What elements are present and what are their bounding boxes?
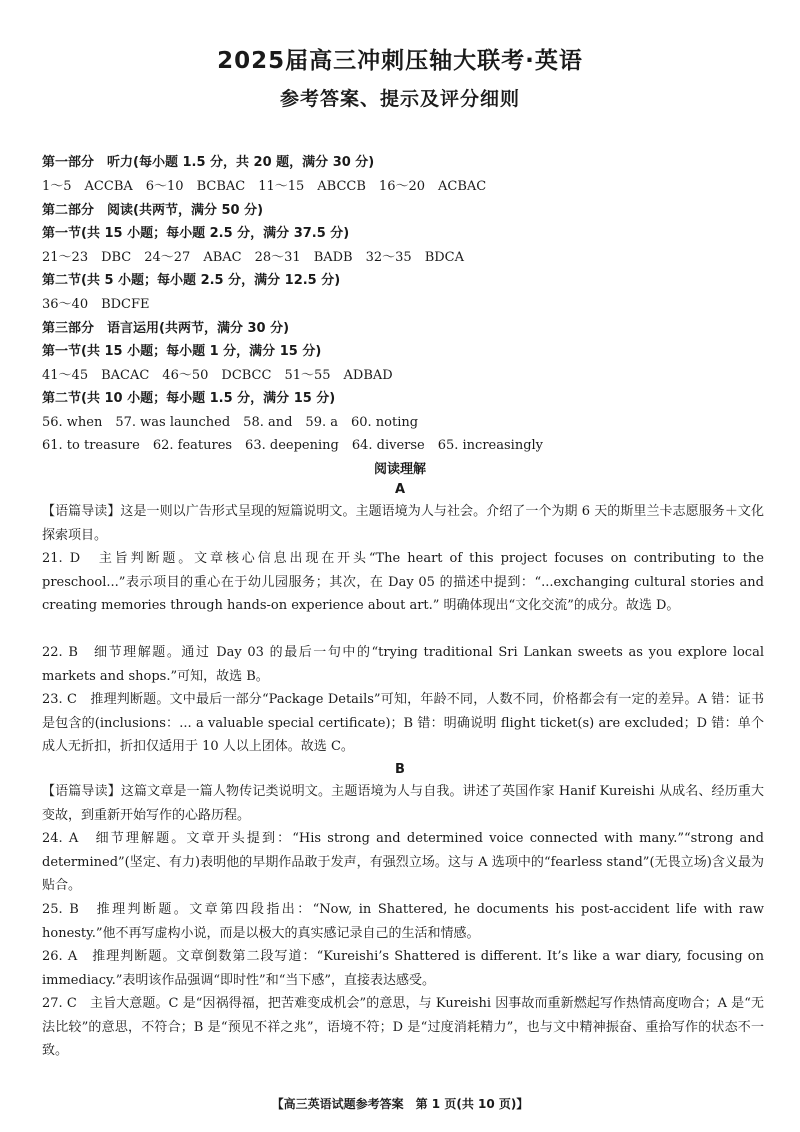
answer-explanation-23: 23. C 推理判断题。文中最后一部分“Package Details”可知，年龄不同，人数不同，价格都会有一定的差异。A 错：证书是包含的(inclusions：... a valuable special certificate)；B 错：明确说明 flight ticket(s) are excluded；D 错：单个成人无折扣，折扣仅适用于 10 人以上团体。故选 C。 (42, 692, 764, 754)
part3-section2-line2: 61. to treasure 62. features 63. deepening 64. diverse 65. increasingly (42, 438, 544, 453)
answer-explanation-27: 27. C 主旨大意题。C 是“因祸得福，把苦难变成机会”的意思，与 Kureishi 因事故而重新燃起写作热情高度吻合；A 是“无法比较”的意思，不符合；B 是“预见不祥之兆”，语境不符；D 是“过度消耗精力”，也与文中精神振奋、重拾写作的状态不一致。 (42, 996, 764, 1058)
page-title: 2025届高三冲刺压轴大联考·英语 (217, 48, 583, 74)
reading-heading: 阅读理解 (373, 462, 426, 477)
passage-b-intro: 【语篇导读】这篇文章是一篇人物传记类说明文。主题语境为人与自我。讲述了英国作家 Hanif Kureishi 从成名、经历重大变故，到重新开始写作的心路历程。 (42, 784, 764, 823)
passage-b-label: B (395, 762, 405, 777)
part2-section2-answers: 36～40 BDCFE (42, 297, 150, 312)
part3-section2-line1: 56. when 57. was launched 58. and 59. a 60. noting (42, 415, 419, 430)
answer-explanation-26: 26. A 推理判断题。文章倒数第二段写道：“Kureishi’s Shattered is different. It’s like a war diary, focusing on immediacy.”表明该作品强调“即时性”和“当下感”，直接表达感受。 (42, 949, 764, 988)
part1-heading: 第一部分 听力(每小题 1.5 分，共 20 题，满分 30 分) (42, 155, 375, 170)
part3-section1-heading: 第一节(共 15 小题；每小题 1 分，满分 15 分) (42, 344, 322, 359)
part2-heading: 第二部分 阅读(共两节，满分 50 分) (42, 203, 264, 218)
passage-a-label: A (394, 482, 406, 497)
part2-section1-answers: 21～23 DBC 24～27 ABAC 28～31 BADB 32～35 BDCA (42, 250, 465, 265)
part2-section2-heading: 第二节(共 5 小题；每小题 2.5 分，满分 12.5 分) (42, 273, 341, 288)
part3-section2-heading: 第二节(共 10 小题；每小题 1.5 分，满分 15 分) (42, 391, 336, 406)
answer-explanation-22: 22. B 细节理解题。通过 Day 03 的最后一句中的“trying traditional Sri Lankan sweets as you explore local markets and shops.”可知，故选 B。 (42, 645, 764, 684)
answer-explanation-21: 21. D 主旨判断题。文章核心信息出现在开头“The heart of this project focuses on contributing to the preschool...”表示项目的重心在于幼儿园服务；其次，在 Day 05 的描述中提到：“...exchanging cultural stories and creating memories through hands-on experience about art.” 明确体现出“文化交流”的成分。故选 D。 (42, 551, 764, 613)
part2-section1-heading: 第一节(共 15 小题；每小题 2.5 分，满分 37.5 分) (42, 226, 350, 241)
page-subtitle: 参考答案、提示及评分细则 (279, 88, 520, 110)
answer-explanation-25: 25. B 推理判断题。文章第四段指出：“Now, in Shattered, he documents his post-accident life with raw honesty.”他不再写虚构小说，而是以极大的真实感记录自己的生活和情感。 (42, 902, 764, 941)
passage-a-intro: 【语篇导读】这是一则以广告形式呈现的短篇说明文。主题语境为人与社会。介绍了一个为期 6 天的斯里兰卡志愿服务＋文化探索项目。 (42, 504, 764, 543)
part3-section1-answers: 41～45 BACAC 46～50 DCBCC 51～55 ADBAD (42, 368, 393, 383)
part1-answers: 1～5 ACCBA 6～10 BCBAC 11～15 ABCCB 16～20 ACBAC (42, 179, 487, 194)
part3-heading: 第三部分 语言运用(共两节，满分 30 分) (42, 321, 290, 336)
page-footer: 【高三英语试题参考答案 第 1 页(共 10 页)】 (271, 1097, 529, 1111)
answer-explanation-24: 24. A 细节理解题。文章开头提到：“His strong and determined voice connected with many.”“strong and determined”(坚定、有力)表明他的早期作品敢于发声，有强烈立场。这与 A 选项中的“fearless stand”(无畏立场)含义最为贴合。 (42, 831, 764, 893)
